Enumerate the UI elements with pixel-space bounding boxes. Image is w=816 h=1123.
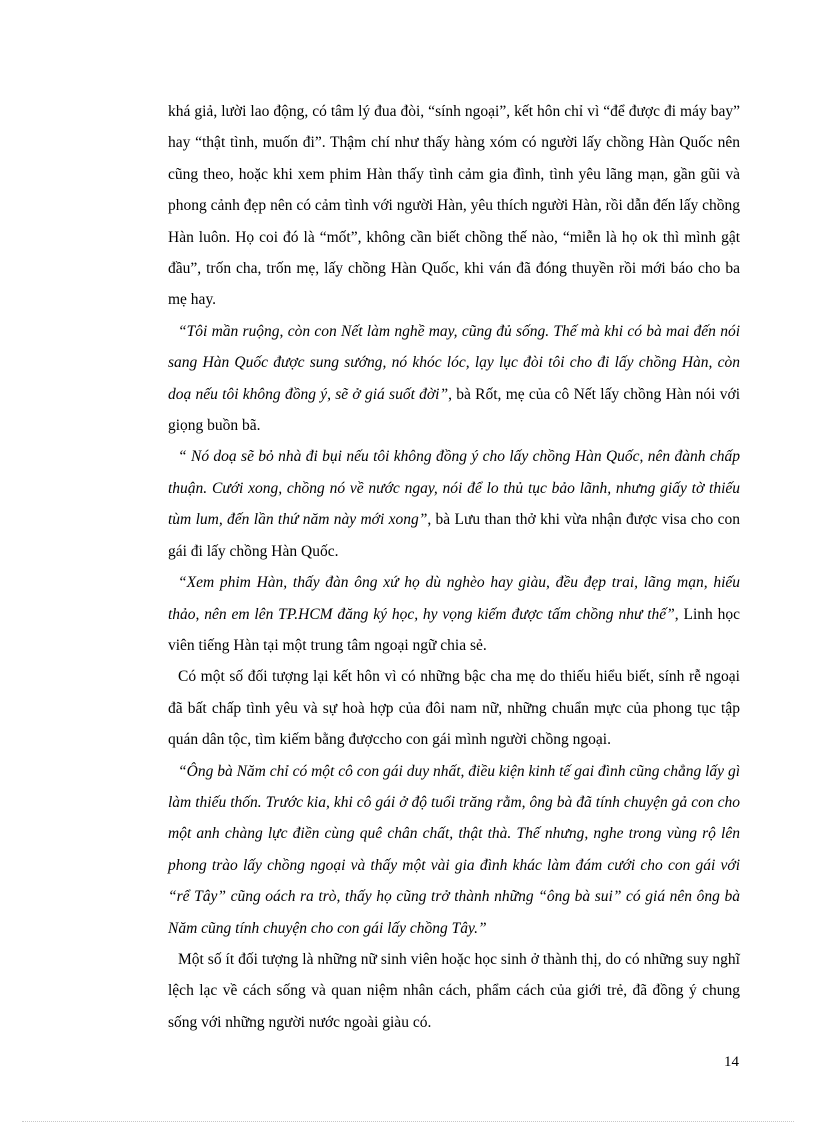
quote-text: “ Nó doạ sẽ bỏ nhà đi bụi nếu tôi không đồng ý cho lấy chồng Hàn Quốc, nên đành chấp thuận. Cưới xong, chồng nó về nước ngay, nói để lo thủ tục bảo lãnh, nhưng giấy tờ thiếu tùm lum, đến lần thứ năm này mới xong” bbox=[168, 448, 740, 529]
paragraph-1: khá giả, lười lao động, có tâm lý đua đòi, “sính ngoại”, kết hôn chỉ vì “để được đi máy bay” hay “thật tình, muốn đi”. Thậm chí như thấy hàng xóm có người lấy chồng Hàn Quốc nên cũng theo, hoặc khi xem phim Hàn thấy tình cảm gia đình, tình yêu lãng mạn, gần gũi và phong cảnh đẹp nên có cảm tình với người Hàn, yêu thích người Hàn, rồi dẫn đến lấy chồng Hàn luôn. Họ coi đó là “mốt”, không cần biết chồng thế nào, “miễn là họ ok thì mình gật đầu”, trốn cha, trốn mẹ, lấy chồng Hàn Quốc, khi ván đã đóng thuyền rồi mới báo cho ba mẹ hay. bbox=[168, 103, 740, 309]
page-number: 14 bbox=[724, 1054, 739, 1070]
quote-attribution: , bà Lưu than thở khi vừa nhận được visa cho con gái đi lấy chồng Hàn Quốc. bbox=[168, 511, 740, 560]
paragraph-parents: Có một số đối tượng lại kết hôn vì có những bậc cha mẹ do thiếu hiểu biết, sính rễ ngoại đã bất chấp tình yêu và sự hoà hợp của đôi nam nữ, những chuẩn mực của phong tục tập quán dân tộc, tìm kiếm bằng đượccho con gái mình người chồng ngoại. bbox=[168, 668, 740, 749]
quote-paragraph-not-mother bbox=[168, 316, 740, 442]
quote-text: “Xem phim Hàn, thấy đàn ông xứ họ dù nghèo hay giàu, đều đẹp trai, lãng mạn, hiếu thảo, nên em lên TP.HCM đăng ký học, hy vọng kiếm được tấm chồng như thế” bbox=[168, 574, 740, 623]
quote-attribution: , bà Rốt, mẹ của cô Nết lấy chồng Hàn nói với giọng buồn bã. bbox=[168, 385, 740, 435]
paragraph-students: Một số ít đối tượng là những nữ sinh viên hoặc học sinh ở thành thị, do có những suy nghĩ lệch lạc về cách sống và quan niệm nhân cách, phẩm cách của giới trẻ, đã đồng ý chung sống với những người nước ngoài giàu có. bbox=[168, 950, 740, 1031]
quote-paragraph-nam: “Ông bà Năm chỉ có một cô con gái duy nhất, điều kiện kinh tế gai đình cũng chẳng lấy gì làm thiếu thốn. Trước kia, khi cô gái ở độ tuổi trăng rằm, ông bà đã tính chuyện gả con cho một anh chàng lực điền cùng quê chân chất, thật thà. Thế nhưng, nghe trong vùng rộ lên phong trào lấy chồng ngoại và thấy một vài gia đình khác làm đám cưới cho con gái với “rể Tây” cũng oách ra trò, thấy họ cũng trở thành những “ông bà sui” có giá nên ông bà Năm cũng tính chuyện cho con gái lấy chồng Tây.” bbox=[168, 762, 740, 937]
quote-attribution: , Linh học viên tiếng Hàn tại một trung tâm ngoại ngữ chia sẻ. bbox=[168, 605, 740, 654]
body-text bbox=[168, 96, 740, 1038]
quote-paragraph-luu bbox=[168, 441, 740, 567]
page-bottom-divider bbox=[22, 1121, 794, 1122]
quote-paragraph-linh bbox=[168, 567, 740, 661]
quote-text: “Tôi mần ruộng, còn con Nết làm nghề may, cũng đủ sống. Thế mà khi có bà mai đến nói sang Hàn Quốc được sung sướng, nó khóc lóc, lạy lục đòi tôi cho đi lấy chồng Hàn, còn doạ nếu tôi không đồng ý, sẽ ở giá suốt đời” bbox=[168, 322, 740, 403]
